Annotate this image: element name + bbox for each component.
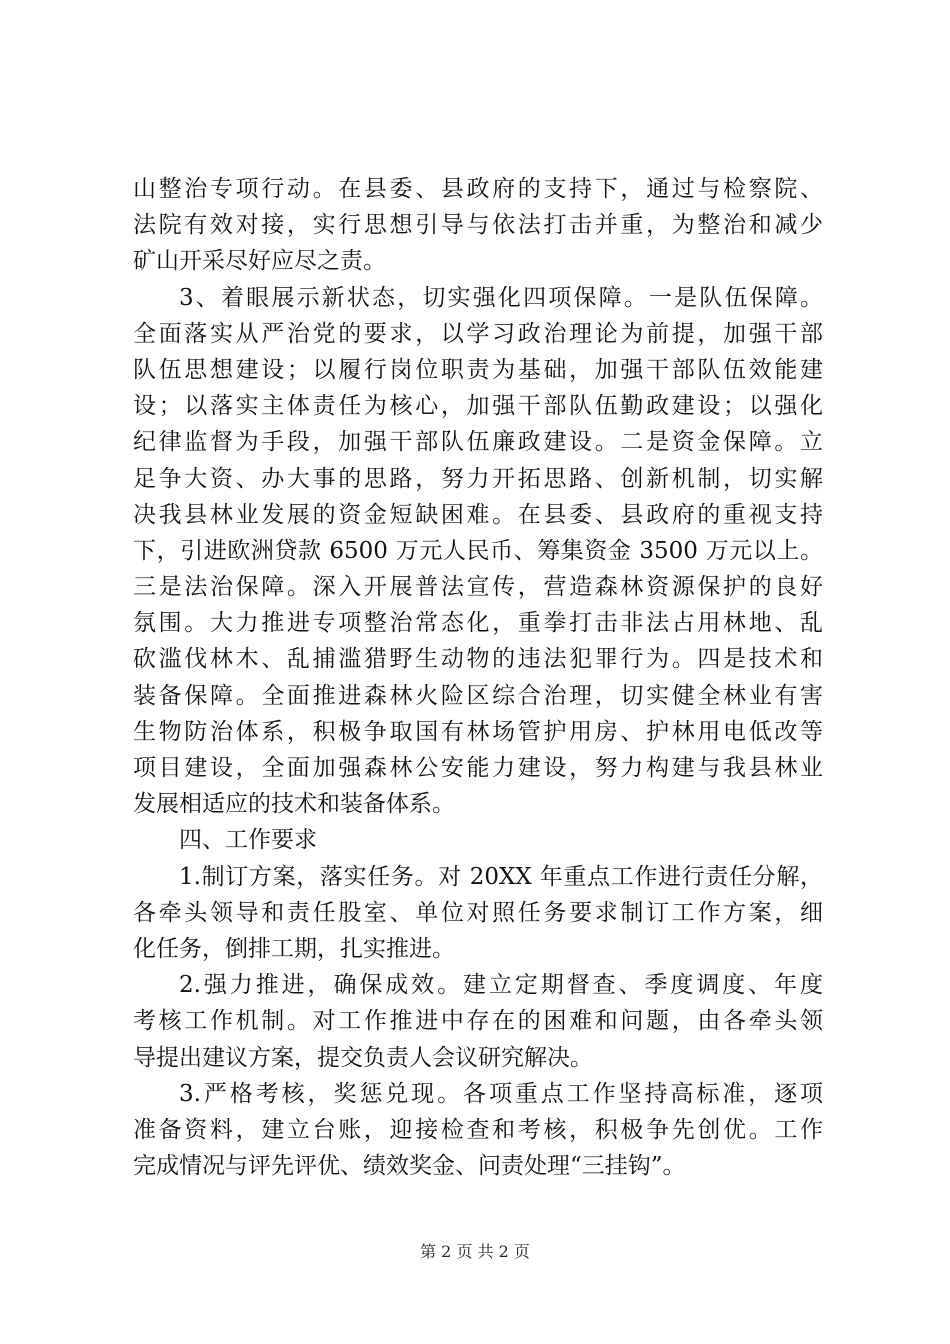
text-line: 纪律监督为手段，加强干部队伍廉政建设。二是资金保障。立: [133, 429, 823, 456]
text-line: 1.制订方案，落实任务。对 20XX 年重点工作进行责任分解，: [179, 863, 823, 890]
text-line: 队伍思想建设；以履行岗位职责为基础，加强干部队伍效能建: [133, 356, 823, 383]
text-line: 完成情况与评先评优、绩效奖金、问责处理“三挂钩”。: [133, 1153, 686, 1180]
text-line: 山整治专项行动。在县委、县政府的支持下，通过与检察院、: [133, 176, 823, 202]
text-line: 各牵头领导和责任股室、单位对照任务要求制订工作方案，细: [133, 899, 823, 926]
text-line: 氛围。大力推进专项整治常态化，重拳打击非法占用林地、乱: [133, 610, 823, 637]
text-line: 3.严格考核，奖惩兑现。各项重点工作坚持高标准，逐项: [179, 1080, 823, 1107]
text-line: 法院有效对接，实行思想引导与依法打击并重，为整治和减少: [133, 212, 823, 239]
document-body: [133, 171, 823, 1184]
text-line: 3、着眼展示新状态，切实强化四项保障。一是队伍保障。: [179, 284, 823, 311]
text-line: 2.强力推进，确保成效。建立定期督查、季度调度、年度: [179, 972, 823, 999]
text-line: 矿山开采尽好应尽之责。: [133, 248, 386, 275]
text-line: 足争大资、办大事的思路，努力开拓思路、创新机制，切实解: [133, 465, 823, 492]
text-line: 决我县林业发展的资金短缺困难。在县委、县政府的重视支持: [133, 501, 823, 528]
text-line: 项目建设，全面加强森林公安能力建设，努力构建与我县林业: [133, 755, 823, 781]
page-footer: 第 2 页 共 2 页: [420, 1242, 530, 1261]
text-line: 砍滥伐林木、乱捕滥猎野生动物的违法犯罪行为。四是技术和: [133, 646, 823, 673]
text-line: 化任务，倒排工期，扎实推进。: [133, 935, 455, 962]
text-line: 装备保障。全面推进森林火险区综合治理，切实健全林业有害: [133, 682, 823, 709]
text-line: 四、工作要求: [179, 827, 317, 854]
text-line: 发展相适应的技术和装备体系。: [133, 791, 455, 818]
text-line: 考核工作机制。对工作推进中存在的困难和问题，由各牵头领: [133, 1008, 823, 1035]
text-line: 下，引进欧洲贷款 6500 万元人民币、筹集资金 3500 万元以上。: [133, 537, 823, 564]
text-line: 全面落实从严治党的要求，以学习政治理论为前提，加强干部: [133, 320, 823, 347]
text-line: 设；以落实主体责任为核心，加强干部队伍勤政建设；以强化: [133, 393, 823, 420]
text-line: 三是法治保障。深入开展普法宣传，营造森林资源保护的良好: [133, 574, 823, 601]
text-line: 生物防治体系，积极争取国有林场管护用房、护林用电低改等: [133, 718, 823, 745]
text-line: 导提出建议方案，提交负责人会议研究解决。: [133, 1044, 593, 1071]
text-line: 准备资料，建立台账，迎接检查和考核，积极争先创优。工作: [133, 1116, 823, 1143]
